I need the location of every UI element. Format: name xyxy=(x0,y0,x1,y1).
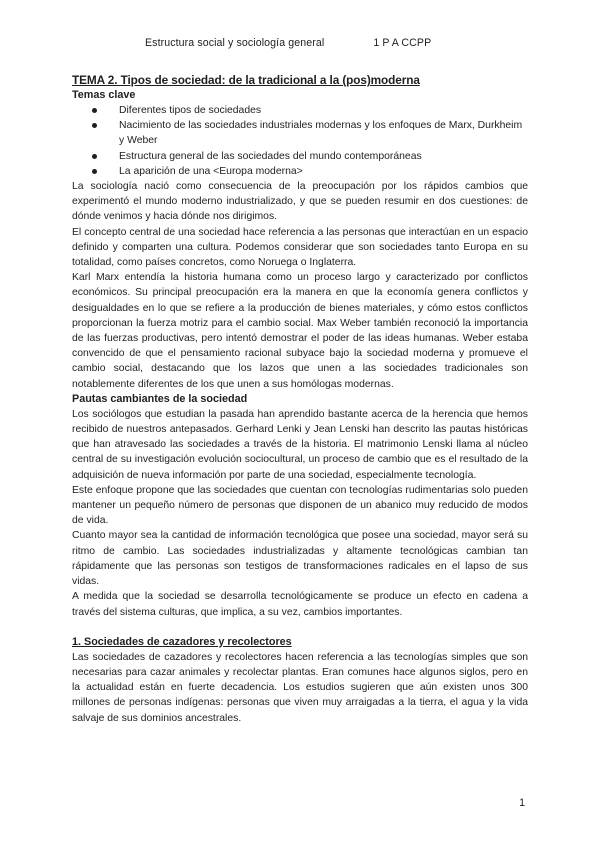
paragraph: Karl Marx entendía la historia humana como un proceso largo y caracterizado por conflictos económicos. Su principal preocupación era la manera en que la economía genera conflictos y desigualdades en lo que se refiere a la producción de bienes materiales, y cómo estos conflictos proporcionan la fuerza motriz para el cambio social. Max Weber también reconoció la importancia de las fuerzas productivas, pero intentó demostrar el poder de las ideas humanas. Weber estaba convencido de que el pensamiento racional subyace bajo la sociedad moderna y promueve el cambio social, destacando que los lazos que unen a las sociedades tradicionales son notablemente diferentes de los que unen a sus homólogas modernas. xyxy=(72,272,528,390)
list-item: Nacimiento de las sociedades industriales modernas y los enfoques de Marx, Durkheim y Weber xyxy=(112,118,528,148)
paragraph: La sociología nació como consecuencia de la preocupación por los rápidos cambios que experimentó el mundo moderno industrializado, y que se pueden resumir en dos cuestiones: de dónde venimos y hacia dónde nos dirigimos. xyxy=(72,181,528,223)
running-header xyxy=(145,37,431,49)
paragraph: El concepto central de una sociedad hace referencia a las personas que interactúan en un espacio definido y comparten una cultura. Podemos considerar que son sociedades tanto Europa en su totalidad, como países concretos, como Noruega o Inglaterra. xyxy=(72,226,528,269)
list-item: La aparición de una <Europa moderna> xyxy=(112,164,528,179)
paragraph: Los sociólogos que estudian la pasada han aprendido bastante acerca de la herencia que hemos recibido de nuestros antepasados. Gerhard Lenki y Jean Lenski han descrito las pautas históricas que han atravesado las sociedades a través de la historia. El matrimonio Lenski llama al núcleo central de su investigación evolución sociocultural, un proceso de cambio que es el resultado de la adquisición de nueva información por parte de una sociedad, especialmente tecnología. xyxy=(72,408,528,481)
paragraph: Las sociedades de cazadores y recolectores hacen referencia a las tecnologías simples que son necesarias para cazar animales y recolectar plantas. Eran comunes hace algunos siglos, pero en la actualidad están en fuerte decadencia. Los estudios sugieren que aún existen unos 300 millones de personas indígenas: personas que viven muy arraigadas a la tierra, el agua y la vida salvaje de sus dominios ancestrales. xyxy=(72,651,528,724)
key-topics-heading: Temas clave xyxy=(72,89,136,101)
section-heading: 1. Sociedades de cazadores y recolectores xyxy=(72,635,292,648)
key-topics-list xyxy=(72,103,528,179)
spacer xyxy=(72,620,528,635)
header-course: 1 P A CCPP xyxy=(373,37,432,49)
list-item: Estructura general de las sociedades del mundo contemporáneas xyxy=(112,149,528,164)
document-body xyxy=(72,73,528,726)
paragraph: Este enfoque propone que las sociedades que cuentan con tecnologías rudimentarias solo pueden mantener un pequeño número de personas que disponen de un abanico muy reducido de modos de vida. xyxy=(72,484,528,527)
document-title: TEMA 2. Tipos de sociedad: de la tradicional a la (pos)moderna xyxy=(72,73,420,87)
section-heading: Pautas cambiantes de la sociedad xyxy=(72,392,248,405)
header-title: Estructura social y sociología general xyxy=(145,37,325,49)
paragraph: A medida que la sociedad se desarrolla tecnológicamente se produce un efecto en cadena a través del sistema culturas, que implica, a su vez, cambios importantes. xyxy=(72,591,528,618)
paragraph: Cuanto mayor sea la cantidad de información tecnológica que posee una sociedad, mayor será su ritmo de cambio. Las sociedades industrializadas y altamente tecnológicas cambian tan rápidamente que las personas son testigos de transformaciones radicales en el lapso de sus vidas. xyxy=(72,530,528,588)
page-number: 1 xyxy=(519,797,525,809)
list-item: Diferentes tipos de sociedades xyxy=(112,103,528,118)
